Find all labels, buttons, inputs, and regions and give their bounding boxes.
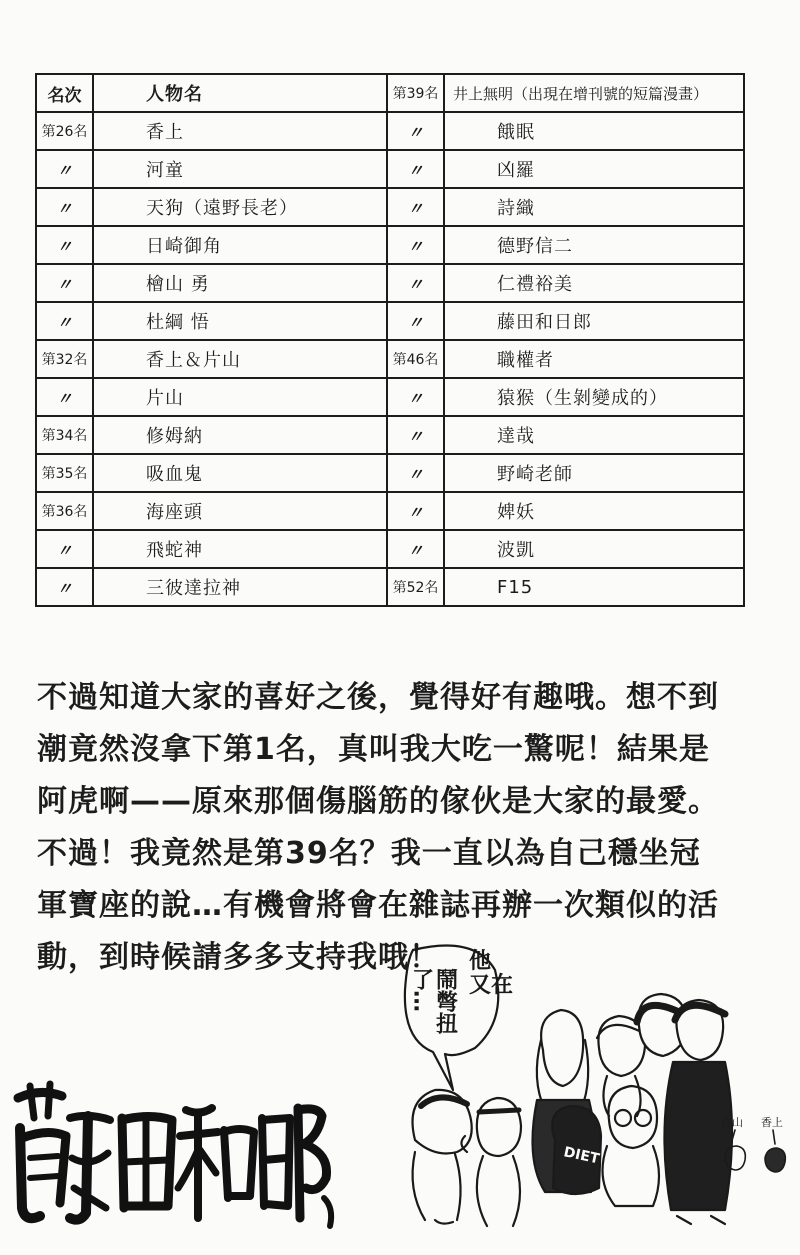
rank-cell-right: 〃 [387, 530, 444, 568]
name-cell: 香上 [93, 112, 387, 150]
comment-line: 阿虎啊——原來那個傷腦筋的傢伙是大家的最愛。 [37, 784, 719, 819]
table-row [36, 568, 744, 606]
header-rank: 名次 [36, 74, 93, 112]
name-cell-right: 猿猴（生剝變成的） [444, 378, 744, 416]
name-cell: 香上＆片山 [93, 340, 387, 378]
comment-line: 不過！我竟然是第39名？我一直以為自己穩坐冠 [37, 836, 701, 871]
chibi-label-2: 香上 [761, 1116, 783, 1129]
rank-cell: 第32名 [36, 340, 93, 378]
rank-cell: 〃 [36, 188, 93, 226]
author-signature [0, 1058, 340, 1238]
name-cell-right: 藤田和日郎 [444, 302, 744, 340]
rank-cell: 〃 [36, 378, 93, 416]
chibi-figures [725, 1130, 785, 1172]
rank-cell-right: 〃 [387, 264, 444, 302]
rank-cell: 〃 [36, 568, 93, 606]
rank-cell: 第34名 [36, 416, 93, 454]
name-cell-right: 餓眠 [444, 112, 744, 150]
rank-cell-right: 〃 [387, 226, 444, 264]
svg-text:又在: 又在 [469, 973, 514, 998]
table-row [36, 188, 744, 226]
table-row [36, 112, 744, 150]
header-right-rank: 第39名 [387, 74, 444, 112]
rank-cell: 〃 [36, 150, 93, 188]
name-cell: 檜山 勇 [93, 264, 387, 302]
comment-line: 動，到時候請多多支持我哦！ [37, 940, 440, 975]
table-row [36, 378, 744, 416]
comment-line: 軍寶座的說…有機會將會在雜誌再辦一次類似的活 [37, 888, 719, 923]
rank-cell-right: 第52名 [387, 568, 444, 606]
ranking-table-body [36, 74, 744, 606]
table-row [36, 264, 744, 302]
table-row [36, 454, 744, 492]
table-row [36, 530, 744, 568]
rank-cell-right: 〃 [387, 188, 444, 226]
comment-line: 潮竟然沒拿下第1名，真叫我大吃一驚呢！結果是 [37, 732, 710, 767]
name-cell-right: 野崎老師 [444, 454, 744, 492]
table-row [36, 226, 744, 264]
table-row [36, 340, 744, 378]
rank-cell: 〃 [36, 530, 93, 568]
rank-cell-right: 〃 [387, 454, 444, 492]
comment-line: 不過知道大家的喜好之後，覺得好有趣哦。想不到 [37, 680, 719, 715]
name-cell: 修姆納 [93, 416, 387, 454]
rank-cell: 〃 [36, 302, 93, 340]
rank-cell: 第26名 [36, 112, 93, 150]
rank-cell-right: 〃 [387, 416, 444, 454]
table-row [36, 302, 744, 340]
name-cell-right: F15 [444, 568, 744, 606]
rank-cell-right: 〃 [387, 112, 444, 150]
name-cell-right: 詩織 [444, 188, 744, 226]
character-man-left [413, 1090, 472, 1224]
name-cell-right: 凶羅 [444, 150, 744, 188]
svg-text:他: 他 [469, 949, 492, 974]
speech-bubble-text [409, 949, 514, 1035]
name-cell: 片山 [93, 378, 387, 416]
name-cell-right: 達哉 [444, 416, 744, 454]
header-name: 人物名 [93, 74, 387, 112]
name-cell-right: 婢妖 [444, 492, 744, 530]
name-cell: 日崎御角 [93, 226, 387, 264]
shirt-text: DIET [562, 1144, 601, 1168]
table-row [36, 150, 744, 188]
rank-cell-right: 〃 [387, 492, 444, 530]
name-cell: 杜綱 悟 [93, 302, 387, 340]
rank-cell: 〃 [36, 226, 93, 264]
header-right-name: 井上無明（出現在增刊號的短篇漫畫） [444, 74, 744, 112]
name-cell: 吸血鬼 [93, 454, 387, 492]
name-cell: 天狗（遠野長老） [93, 188, 387, 226]
name-cell-right: 仁禮裕美 [444, 264, 744, 302]
table-row [36, 492, 744, 530]
character-glasses [603, 1086, 660, 1206]
name-cell: 海座頭 [93, 492, 387, 530]
svg-text:了…: 了… [408, 968, 434, 1012]
rank-cell: 〃 [36, 264, 93, 302]
rank-cell-right: 第46名 [387, 340, 444, 378]
character-illustration [395, 930, 795, 1230]
svg-text:鬧彆扭: 鬧彆扭 [432, 968, 458, 1034]
rank-cell: 第36名 [36, 492, 93, 530]
rank-cell-right: 〃 [387, 378, 444, 416]
rank-cell-right: 〃 [387, 150, 444, 188]
rank-cell: 第35名 [36, 454, 93, 492]
chibi-label-1: 片山 [721, 1116, 743, 1129]
table-row [36, 416, 744, 454]
name-cell-right: 波凱 [444, 530, 744, 568]
name-cell-right: 德野信二 [444, 226, 744, 264]
table-header-row [36, 74, 744, 112]
name-cell-right: 職權者 [444, 340, 744, 378]
name-cell: 河童 [93, 150, 387, 188]
ranking-table [35, 73, 745, 607]
name-cell: 飛蛇神 [93, 530, 387, 568]
name-cell: 三彼達拉神 [93, 568, 387, 606]
rank-cell-right: 〃 [387, 302, 444, 340]
